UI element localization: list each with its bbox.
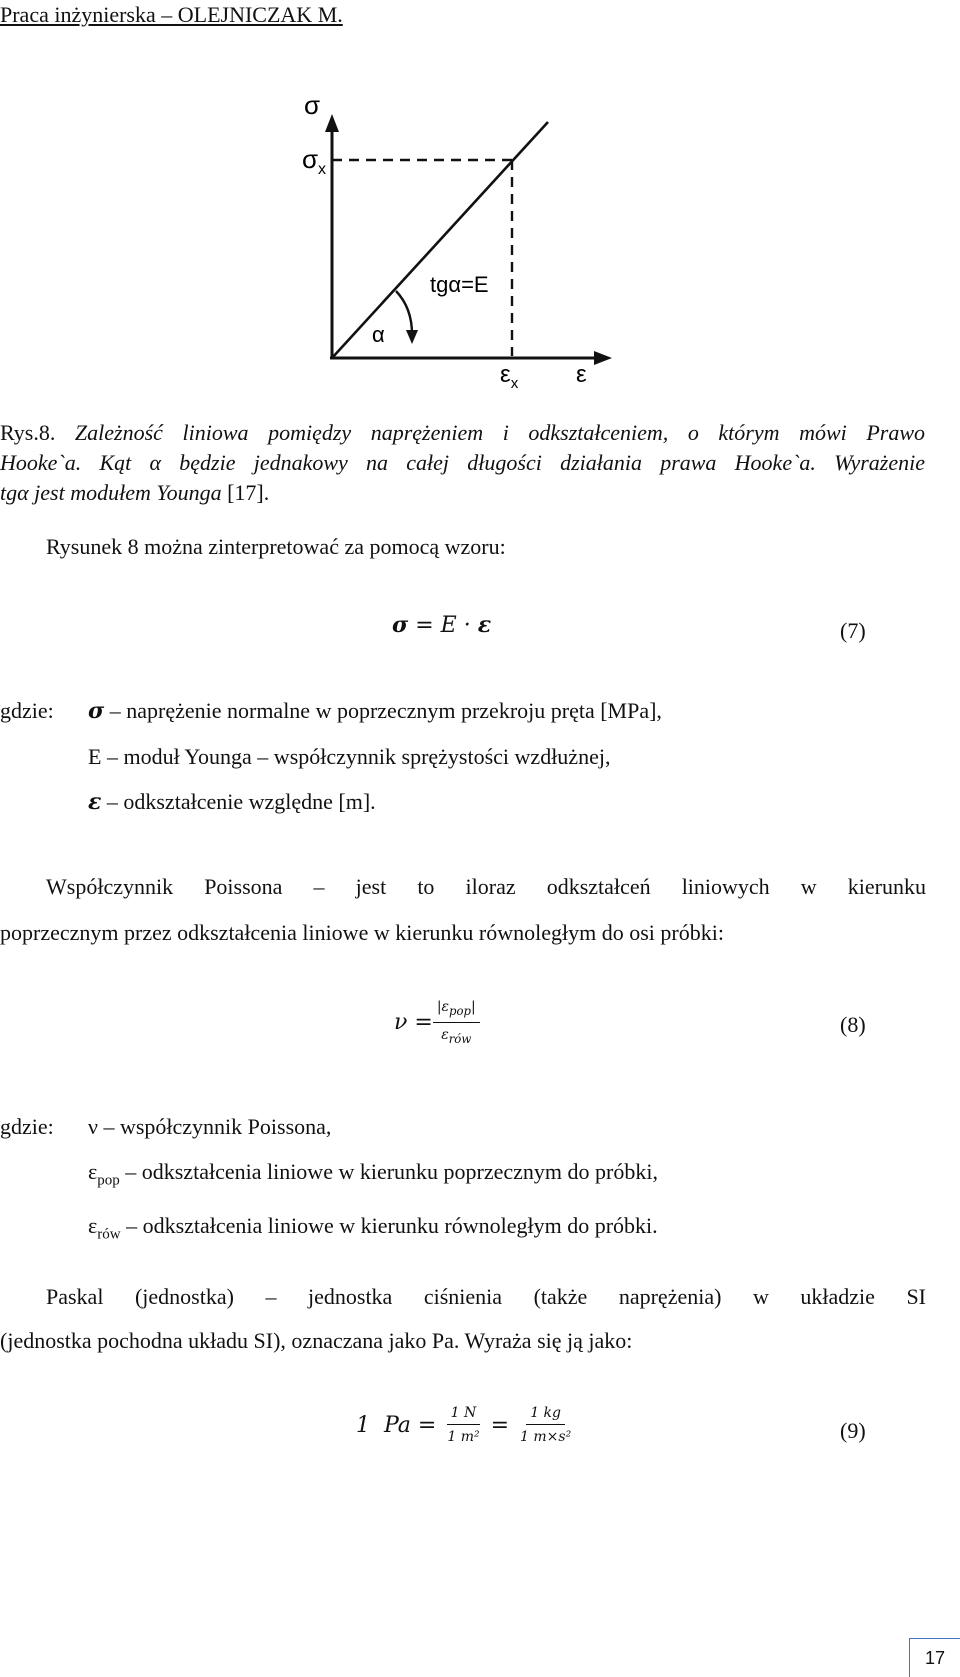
angle-label: α [372, 322, 385, 347]
axis-y-label: σ [304, 90, 321, 120]
page-header: Praca inżynierska – OLEJNICZAK M. [0, 2, 343, 27]
poisson-line-1: Współczynnik Poissona – jest to iloraz odkształceń liniowych w kierunku [46, 874, 926, 899]
equation-7-number: (7) [840, 618, 866, 643]
where-list-2 [88, 1104, 908, 1258]
pascal-line-2: (jednostka pochodna układu SI), oznaczana jako Pa. Wyraża się ją jako: [0, 1328, 633, 1353]
caption-line3: tgα jest modułem Younga [0, 480, 222, 505]
caption-ref: [17]. [221, 480, 270, 505]
where-list-1 [88, 688, 908, 825]
where-label-1: gdzie: [0, 698, 54, 723]
equation-9: 1 Pa = $\frac{1 N}{\text{1 m²}}$ = $\frac{1 kg}{\text{1 m×s²}}$ [356, 1405, 572, 1445]
angle-arc [396, 291, 412, 334]
sigma-x-label: $\sigma_x$ [302, 144, 327, 178]
x-axis-arrow [594, 351, 612, 365]
equation-8: ν = $\frac{|\varepsilon_{pop}|}{\varepsilon_{rów}}$ [394, 998, 480, 1048]
list-item: ε – odkształcenie względne [m]. [88, 789, 376, 815]
page-number: 17 [909, 1638, 960, 1677]
list-item: $\varepsilon_{pop}$ – odkształcenia liniowe w kierunku poprzecznym do próbki, [88, 1159, 658, 1189]
epsilon-x-label: $\varepsilon_x$ [500, 361, 519, 392]
hooke-line [332, 122, 548, 358]
stress-strain-figure [300, 86, 660, 416]
y-axis-arrow [325, 114, 339, 132]
list-item: E – moduł Younga – współczynnik sprężystości wzdłużnej, [88, 744, 611, 769]
poisson-line-2: poprzecznym przez odkształcenia liniowe w kierunku równoległym do osi próbki: [0, 920, 724, 945]
list-item: σ – naprężenie normalne w poprzecznym przekroju pręta [MPa], [88, 698, 662, 724]
where-label-2: gdzie: [0, 1114, 54, 1139]
caption-prefix: Rys.8. [0, 420, 75, 445]
equation-9-number: (9) [840, 1418, 866, 1443]
equation-7: σ = E · ε [392, 612, 492, 638]
pascal-line-1: Paskal (jednostka) – jednostka ciśnienia (także naprężenia) w układzie SI [46, 1284, 926, 1309]
list-item: ν – współczynnik Poissona, [88, 1114, 332, 1139]
list-item: $\varepsilon_{rów}$ – odkształcenia liniowe w kierunku równoległym do próbki. [88, 1213, 658, 1243]
caption-line2: Hooke`a. Kąt α będzie jednakowy na całej długości działania prawa Hooke`a. Wyrażenie [0, 450, 925, 475]
axis-x-label: ε [576, 361, 587, 388]
angle-arc-arrow [406, 330, 418, 344]
intro-text: Rysunek 8 można zinterpretować za pomocą wzoru: [46, 534, 506, 559]
equation-8-number: (8) [840, 1012, 866, 1037]
caption-line1: Zależność liniowa pomiędzy naprężeniem i odkształceniem, o którym mówi Prawo [74, 420, 925, 445]
figure-caption [0, 418, 925, 508]
slope-label: tgα=E [430, 272, 489, 297]
